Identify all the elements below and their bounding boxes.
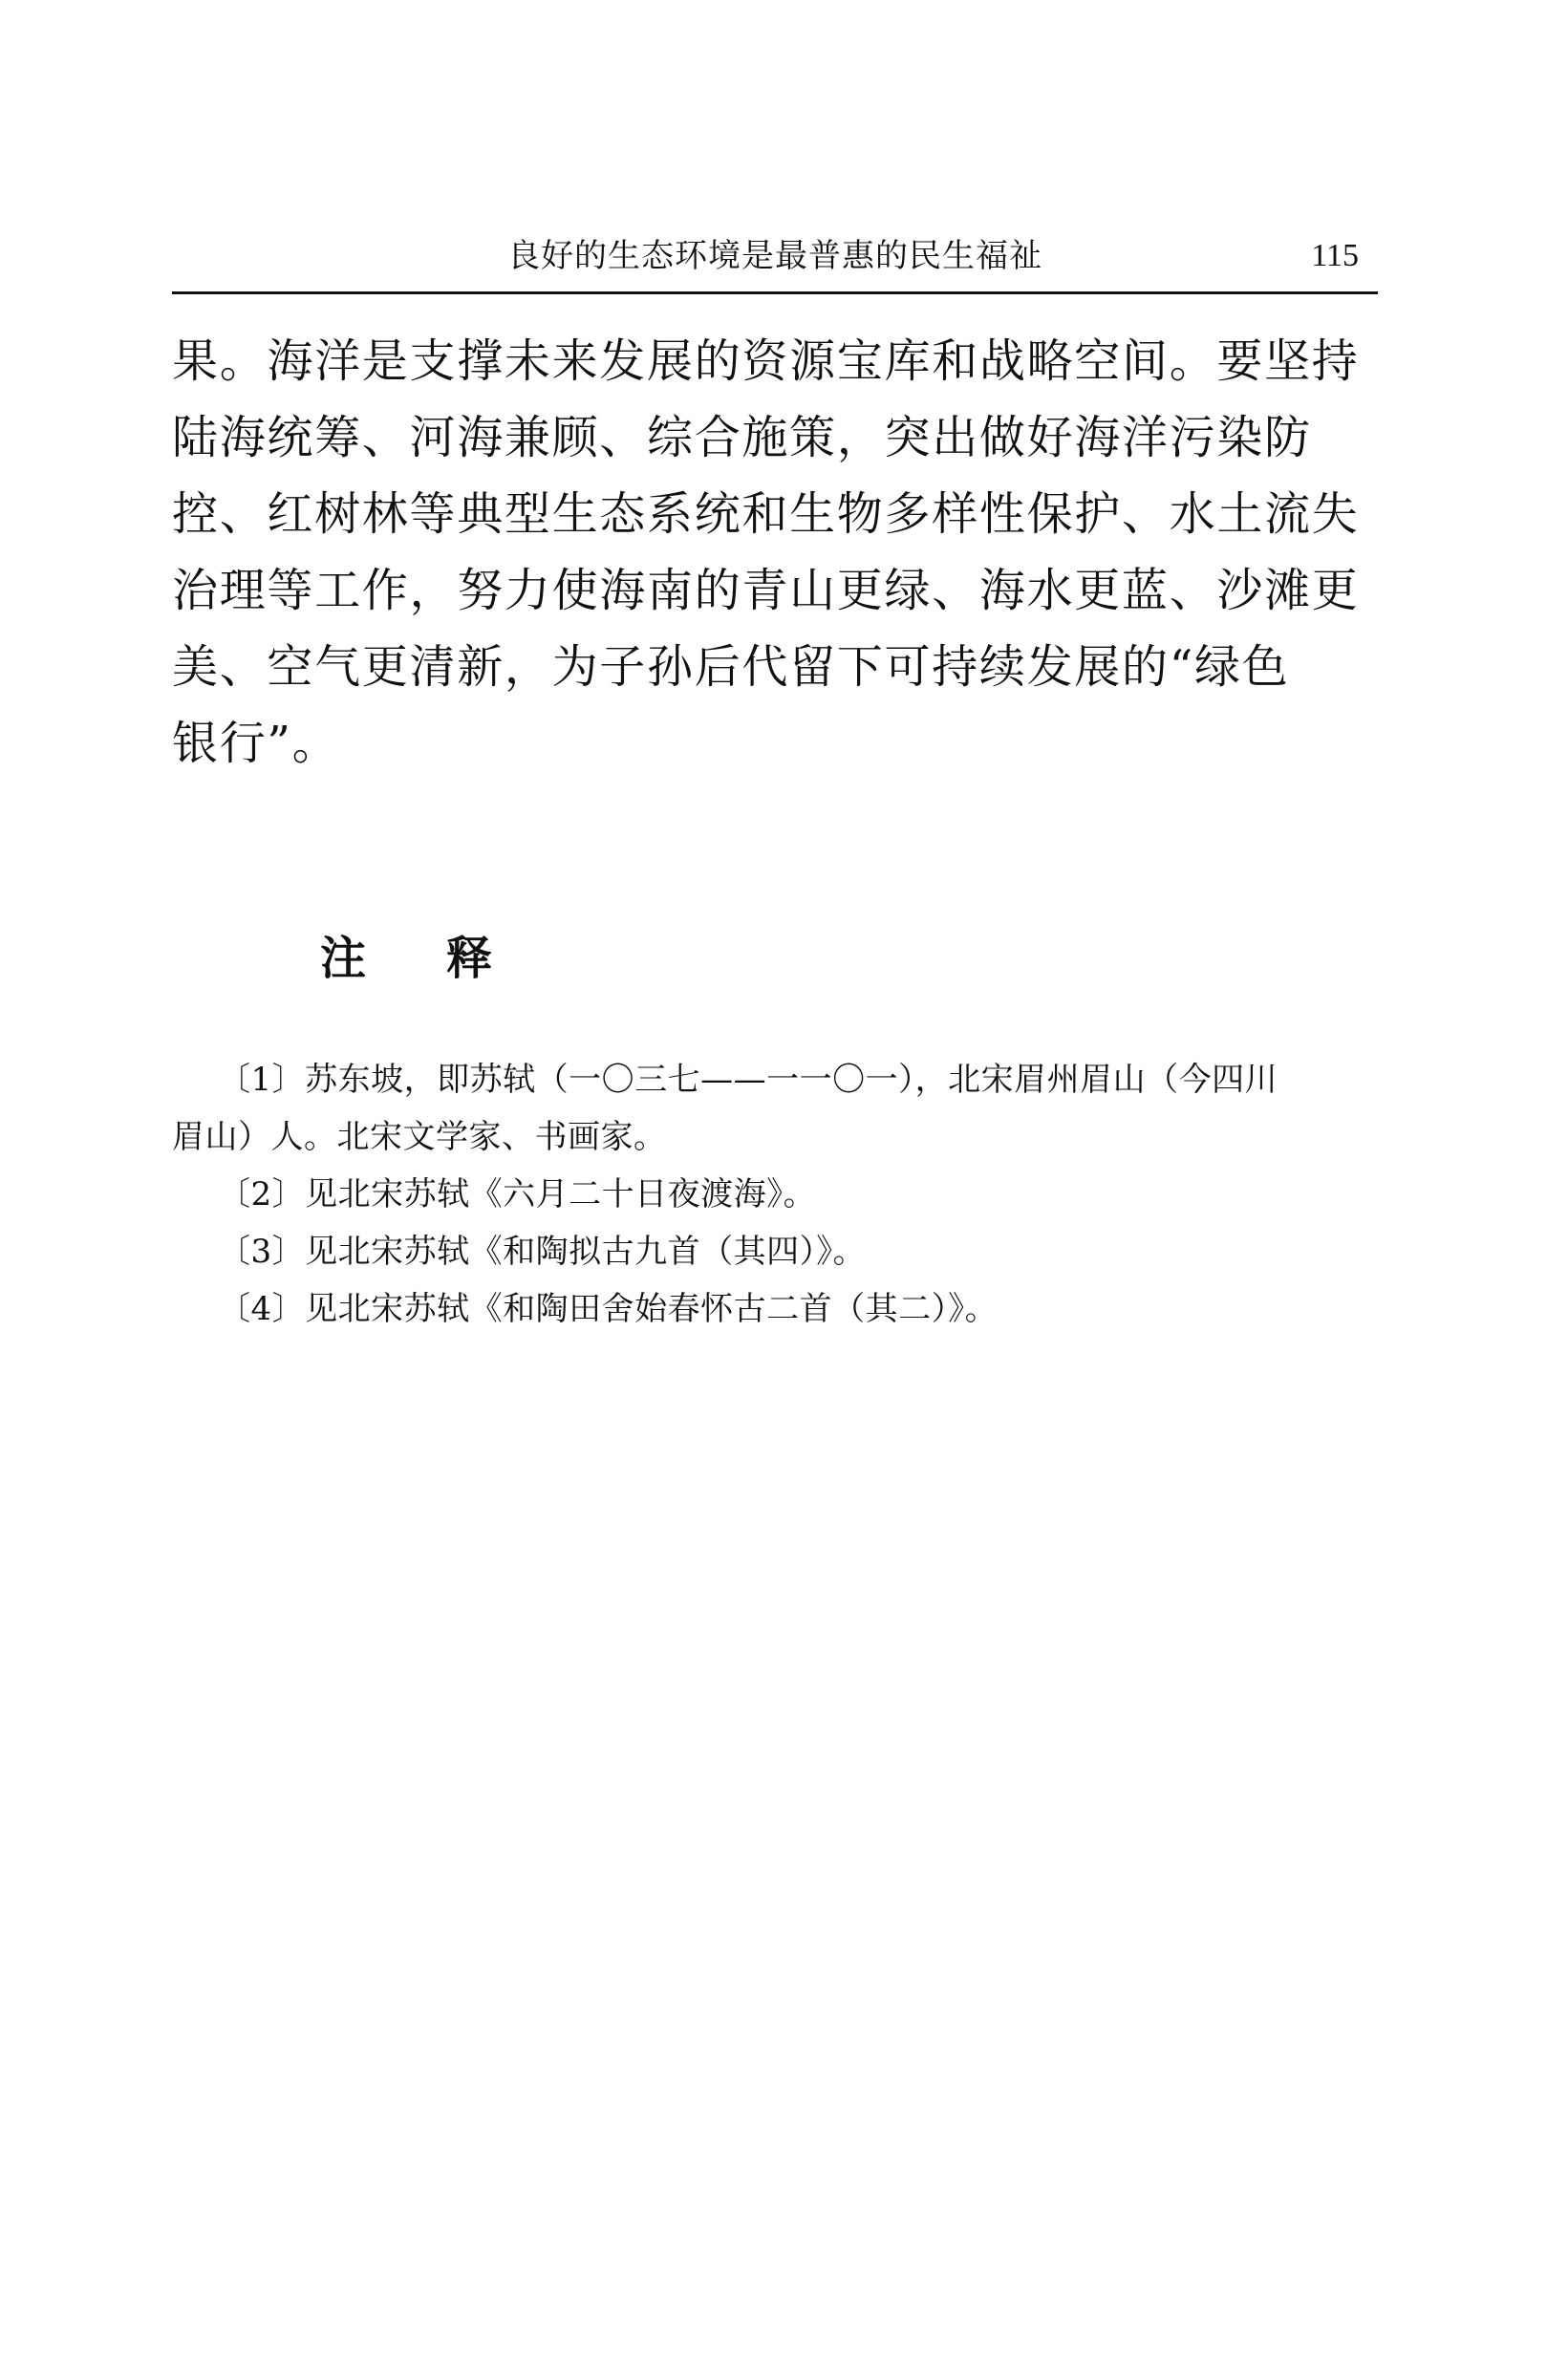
notes-heading: 注释 [320, 932, 573, 985]
body-line: 治理等工作，努力使海南的青山更绿、海水更蓝、沙滩更 [172, 564, 1360, 617]
notes-list [172, 1051, 1378, 1338]
body-line: 果。海洋是支撑未来发展的资源宝库和战略空间。要坚持 [172, 334, 1360, 388]
body-line: 美、空气更清新，为子孙后代留下可持续发展的“绿色 [172, 640, 1290, 694]
body-line: 陆海统筹、河海兼顾、综合施策，突出做好海洋污染防 [172, 411, 1312, 464]
running-header [172, 227, 1378, 285]
body-line: 控、红树林等典型生态系统和生物多样性保护、水土流失 [172, 487, 1360, 541]
running-title: 良好的生态环境是最普惠的民生福祉 [507, 237, 1042, 275]
note-1: 〔1〕苏东坡，即苏轼（一〇三七——一一〇一），北宋眉州眉山（今四川 [218, 1061, 1278, 1099]
note-3: 〔3〕见北宋苏轼《和陶拟古九首（其四）》。 [218, 1233, 867, 1271]
body-line: 银行”。 [172, 717, 340, 770]
body-paragraph [172, 323, 1378, 782]
note-2: 〔2〕见北宋苏轼《六月二十日夜渡海》。 [218, 1175, 817, 1214]
header-rule [172, 291, 1378, 294]
note-4: 〔4〕见北宋苏轼《和陶田舍始春怀古二首（其二）》。 [218, 1290, 999, 1328]
page-number: 115 [1311, 238, 1359, 273]
note-1-continuation: 眉山）人。北宋文学家、书画家。 [172, 1118, 667, 1156]
